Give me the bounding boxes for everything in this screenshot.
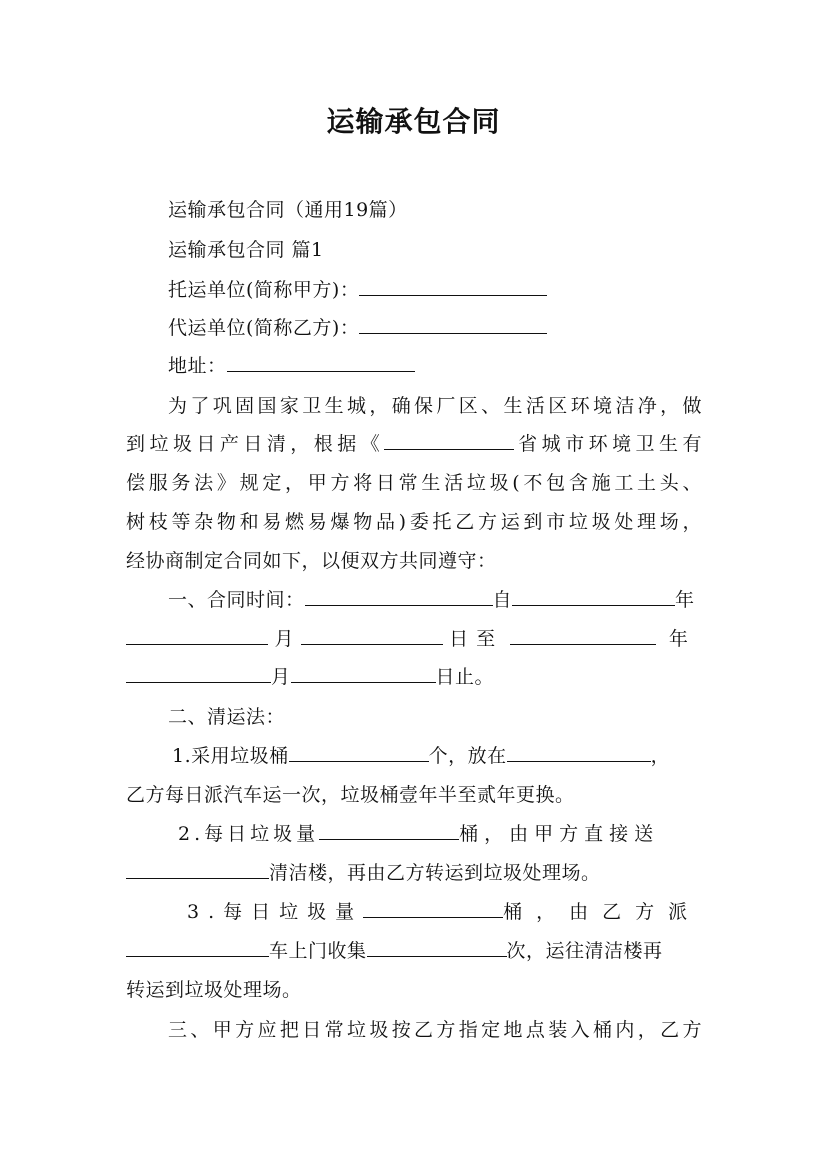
section1-line-2: [126, 625, 688, 653]
section2-heading: 二、清运法：: [168, 706, 286, 728]
section1-day-to: 日至: [449, 628, 504, 650]
heading-part: 运输承包合同 篇1: [168, 239, 324, 261]
start-month-blank: [126, 628, 268, 645]
section3-line1: 三、甲方应把日常垃圾按乙方指定地点装入桶内，乙方: [168, 1019, 702, 1041]
intro-line-5: 经协商制定合同如下，以便双方共同遵守：: [126, 550, 497, 572]
item3-text-b: 桶，由乙方派: [503, 901, 702, 923]
end-year-blank: [510, 628, 656, 645]
item3-text-a: 3.每日垃圾量: [187, 901, 364, 923]
section1-line-1: [168, 586, 695, 614]
collection-times-blank: [367, 940, 507, 957]
document-title: 运输承包合同: [326, 105, 501, 138]
section1-year-2: 年: [668, 628, 689, 650]
section2-item2-line2: [126, 859, 601, 887]
party-a-line: [168, 276, 547, 304]
section2-item3-line2: [126, 937, 663, 965]
section2-item3-line1: [187, 898, 701, 926]
item3-text-c: 车上门收集: [269, 940, 367, 962]
intro-text-2a: 到垃圾日产日清，根据《: [126, 433, 385, 455]
contract-term-blank: [305, 589, 493, 606]
start-day-blank: [301, 628, 443, 645]
daily-bins-blank: [319, 823, 459, 840]
intro-line-1: 为了巩固国家卫生城，确保厂区、生活区环境洁净，做: [168, 395, 702, 417]
vehicle-blank: [126, 940, 269, 957]
bin-location-blank: [507, 745, 651, 762]
bin-count-blank: [289, 745, 429, 762]
section1-month-2: 月: [271, 666, 291, 688]
end-month-blank: [126, 666, 271, 683]
section1-label: 一、合同时间：: [168, 589, 305, 611]
intro-line-2: [126, 430, 702, 458]
section2-item1-line2: 乙方每日派汽车运一次，垃圾桶壹年半至贰年更换。: [126, 784, 575, 806]
party-a-blank: [359, 279, 547, 296]
address-line: [168, 352, 415, 380]
item2-text-b: 桶，由甲方直接送: [459, 823, 660, 845]
intro-line-4: 树枝等杂物和易燃易爆物品)委托乙方运到市垃圾处理场，: [126, 511, 702, 533]
section1-month-1: 月: [274, 628, 295, 650]
item2-text-a: 2.每日垃圾量: [178, 823, 320, 845]
party-b-line: [168, 314, 547, 342]
section1-year-1: 年: [675, 589, 695, 611]
address-blank: [227, 355, 415, 372]
heading-all: 运输承包合同（通用19篇）: [168, 199, 408, 221]
section2-item2-line1: [178, 820, 659, 848]
station-blank: [126, 862, 269, 879]
item3-text-d: 次，运往清洁楼再: [506, 940, 663, 962]
law-province-blank: [384, 433, 514, 450]
party-b-label: 代运单位(简称乙方)：: [168, 317, 360, 339]
item1-text-b: 个，放在: [428, 745, 507, 767]
end-day-blank: [291, 666, 436, 683]
section1-line-3: [126, 663, 494, 691]
start-year-blank: [512, 589, 675, 606]
section1-end: 日止。: [435, 666, 495, 688]
item2-text-c: 清洁楼，再由乙方转运到垃圾处理场。: [269, 862, 601, 884]
item1-text-a: 1.采用垃圾桶: [172, 745, 289, 767]
section2-item3-line3: 转运到垃圾处理场。: [126, 979, 302, 1001]
section1-from: 自: [492, 589, 513, 611]
item1-text-c: ，: [650, 745, 671, 767]
daily-bins-2-blank: [363, 901, 503, 918]
intro-line-3: 偿服务法》规定，甲方将日常生活垃圾(不包含施工土头、: [126, 472, 702, 494]
party-b-blank: [359, 317, 547, 334]
intro-text-2b: 省城市环境卫生有: [514, 433, 702, 455]
party-a-label: 托运单位(简称甲方)：: [168, 279, 360, 301]
address-label: 地址：: [168, 355, 227, 377]
section2-item1-line1: [172, 742, 670, 770]
